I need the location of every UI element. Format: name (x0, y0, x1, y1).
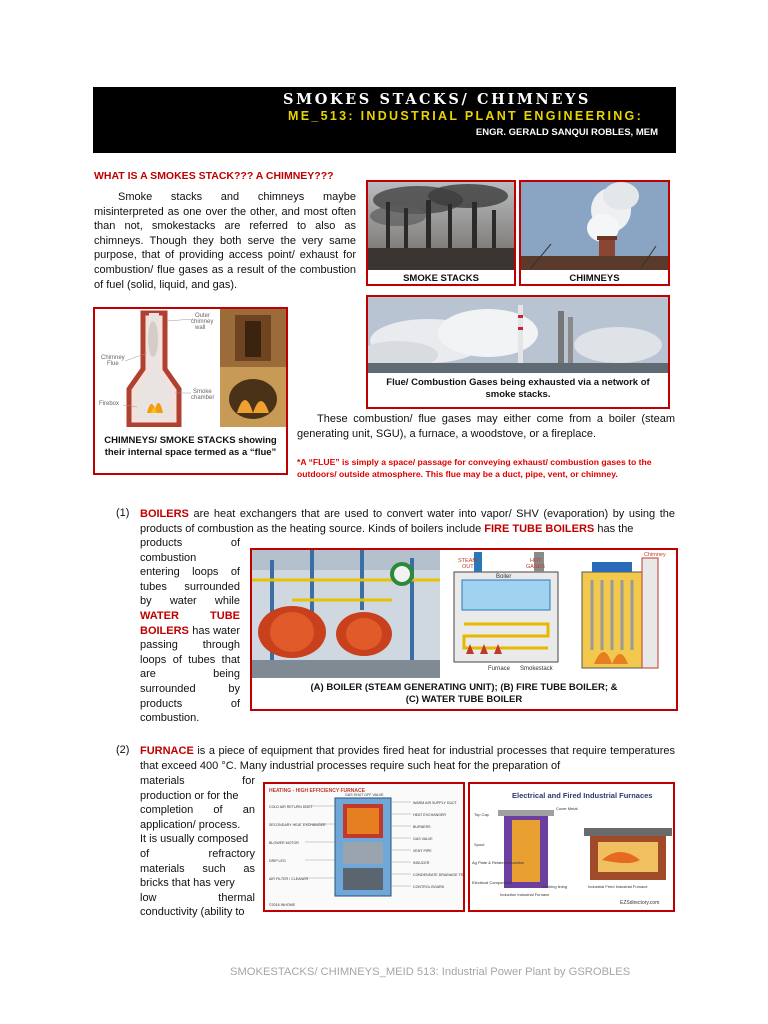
boilers-col-line: tubes surrounded (140, 580, 240, 593)
furnace-poster-label: AIR FILTER / CLEANER (269, 877, 309, 881)
furnace-poster-label: CONTROL BOARD (413, 885, 445, 889)
svg-text:HOT: HOT (530, 558, 542, 564)
furnace-poster-label: DRIP LEG (269, 859, 286, 863)
furnace-col-line: bricks that has very (140, 877, 235, 890)
chimneys-figure (519, 180, 670, 286)
svg-text:GASES: GASES (526, 564, 545, 570)
svg-text:Boiler: Boiler (496, 574, 512, 580)
furnace-col-line: conductivity (ability to (140, 906, 245, 919)
furnace-col-line: completion of an (140, 804, 255, 817)
svg-text:Smoke: Smoke (193, 389, 212, 395)
svg-text:Flue: Flue (107, 361, 119, 367)
electric-furnace-label: Electrical Components (472, 880, 513, 885)
chimneys-photo (521, 182, 668, 270)
boilers-caption (252, 682, 676, 706)
furnace-poster-label: COLD AIR RETURN DUCT (269, 805, 313, 809)
flue-note: *A “FLUE” is simply a space/ passage for conveying exhaust/ combustion gases to the outdoors/ outside atmosphere. This flue may be a duct, pipe, vent, or chimney. (297, 457, 652, 479)
diagram-label-steam-out: STEAM (458, 558, 477, 564)
boilers-col-line: combustion. (140, 712, 200, 725)
electric-furnace-credit: EZSdirectory.com (620, 900, 660, 906)
network-stacks-figure (366, 295, 670, 409)
boilers-caption-line-2: (C) WATER TUBE BOILER (405, 694, 523, 705)
furnace-poster-title: HEATING - HIGH EFFICIENCY FURNACE (269, 788, 365, 794)
author-name: ENGR. GERALD SANQUI ROBLES, MEM (475, 127, 658, 138)
fire-tube-keyword: FIRE TUBE BOILERS (484, 522, 595, 535)
network-stacks-photo (368, 297, 668, 373)
page-title: SMOKES STACKS/ CHIMNEYS (283, 91, 592, 108)
svg-text:Smokestack: Smokestack (520, 666, 553, 672)
boilers-intro (140, 507, 675, 536)
smoke-stacks-figure (366, 180, 516, 286)
electric-furnace-label: Working lining (542, 884, 568, 889)
boilers-column (140, 536, 240, 726)
chimney-diagram-figure (93, 307, 288, 475)
svg-text:Firebox: Firebox (99, 401, 120, 407)
furnace-number: (2) (116, 744, 130, 756)
furnace-poster-label: WARM AIR SUPPLY DUCT (413, 801, 457, 805)
svg-text:Chimney: Chimney (644, 552, 666, 558)
smoke-stacks-photo (368, 182, 514, 270)
electric-furnace-title: Electrical and Fired Industrial Furnaces (512, 791, 653, 800)
electric-furnace-label: Industrial Fired Industrial Furnace (588, 884, 648, 889)
furnace-poster-label: SECONDARY HEAT EXCHANGER (269, 823, 326, 827)
electric-furnace-label: Induction Industrial Furnace (500, 892, 550, 897)
boilers-col-line: by water while (140, 595, 240, 608)
boilers-col-line: products of (140, 697, 240, 710)
industrial-furnace-diagram (470, 784, 673, 910)
electric-furnace-label: Ag Plate & Related Insulation (472, 860, 525, 865)
chimneys-label: CHIMNEYS (569, 273, 620, 284)
furnace-col-line: It is usually composed (140, 833, 249, 846)
furnace-column (140, 774, 255, 920)
page-footer: SMOKESTACKS/ CHIMNEYS_MEID 513: Industrial Power Plant by GSROBLES (230, 966, 631, 978)
water-tube-keyword-1: WATER TUBE (140, 609, 240, 622)
furnace-poster (265, 784, 463, 910)
boilers-col-line: products of (140, 537, 240, 549)
furnace-poster-label: CONDENSATE DRAINAGE TRAP (413, 873, 463, 877)
furnace-col-line: of refractory (140, 847, 255, 860)
boilers-col-line: are being (140, 668, 240, 681)
furnace-poster-label: HEAT EXCHANGER (413, 813, 447, 817)
network-caption: Flue/ Combustion Gases being exhausted via a network of smoke stacks. (386, 377, 650, 400)
boilers-figure (250, 548, 678, 711)
industrial-furnace-figure (468, 782, 675, 912)
boilers-col-line: passing through (140, 639, 240, 652)
furnace-text-1: is a piece of equipment that provides fired heat for industrial processes that require temperatures that exceed 400 °C. Many industrial processes require such heat for the preparation of (140, 745, 675, 772)
flue-paragraph: These combustion/ flue gases may either come from a boiler (steam generating unit, SGU), a furnace, a woodstove, or a fireplace. (297, 413, 675, 440)
boilers-col-line: surrounded by (140, 682, 240, 695)
furnace-col-line: production or for the (140, 789, 239, 802)
section-heading: WHAT IS A SMOKES STACK??? A CHIMNEY??? (94, 170, 334, 182)
boilers-col-line: loops of tubes that (140, 653, 240, 666)
furnace-poster-footer: ©2016 INHOME (269, 903, 296, 907)
course-title: ME_513: INDUSTRIAL PLANT ENGINEERING: (288, 109, 644, 123)
furnace-keyword: FURNACE (140, 745, 194, 757)
boilers-caption-line-1: (A) BOILER (STEAM GENERATING UNIT); (B) FIRE TUBE BOILER; & (310, 682, 618, 693)
header-banner (93, 87, 676, 153)
svg-text:Chimney: Chimney (101, 355, 125, 361)
diagram-caption: CHIMNEYS/ SMOKE STACKS showing their internal space termed as a “flue” (104, 435, 277, 458)
svg-text:chimney: chimney (191, 319, 214, 325)
furnace-col-line: materials for (140, 775, 255, 787)
boilers-col-line: combustion (140, 551, 197, 564)
boilers-keyword: BOILERS (140, 508, 189, 520)
chimney-flue-diagram (95, 309, 286, 427)
furnace-poster-figure (263, 782, 465, 912)
svg-text:Furnace: Furnace (488, 666, 511, 672)
intro-paragraph: Smoke stacks and chimneys maybe misinterpreted as one over the other, and most often than not, smokestacks are referred to also as chimneys. Though they both serve the very same purpose, that of providing access point/ exhaust for combustion/ flue gases as a result of the combustion of fuel (solid, liquid, and gas). (94, 191, 356, 291)
electric-furnace-label: Top Cap (474, 812, 489, 817)
svg-text:wall: wall (195, 325, 206, 331)
diagram-label-outer: Outer (195, 313, 211, 319)
boilers-number: (1) (116, 507, 130, 519)
boilers-photos (252, 550, 676, 678)
boilers-col-line: has water (192, 624, 240, 637)
furnace-poster-label: GAS SHUT OFF VALVE (345, 793, 384, 797)
furnace-col-line: application/ process. (140, 818, 241, 831)
furnace-poster-label: VENT PIPE (413, 849, 432, 853)
electric-furnace-label: Spout (474, 842, 485, 847)
boilers-text-2: has the (597, 522, 634, 535)
electric-furnace-label: Cover Metal (556, 806, 578, 811)
water-tube-keyword-2: BOILERS (140, 624, 189, 637)
boilers-col-line-mixed (140, 624, 240, 639)
boilers-text-1: are heat exchangers that are used to convert water into vapor/ SHV (evaporation) by using the products of combustion as the heating source. Kinds of boilers include (140, 508, 675, 535)
smoke-stacks-label: SMOKE STACKS (403, 273, 479, 284)
furnace-poster-label: GAS VALVE (413, 837, 433, 841)
furnace-col-line: materials such as (140, 862, 255, 875)
furnace-intro (140, 744, 675, 773)
furnace-poster-label: BLOWER MOTOR (269, 841, 299, 845)
svg-text:chamber: chamber (191, 395, 215, 401)
furnace-col-line: low thermal (140, 891, 255, 904)
furnace-poster-label: INDUCER (413, 861, 430, 865)
furnace-poster-label: BURNERS (413, 825, 431, 829)
svg-text:OUT: OUT (462, 564, 474, 570)
boilers-col-line: entering loops of (140, 566, 240, 579)
